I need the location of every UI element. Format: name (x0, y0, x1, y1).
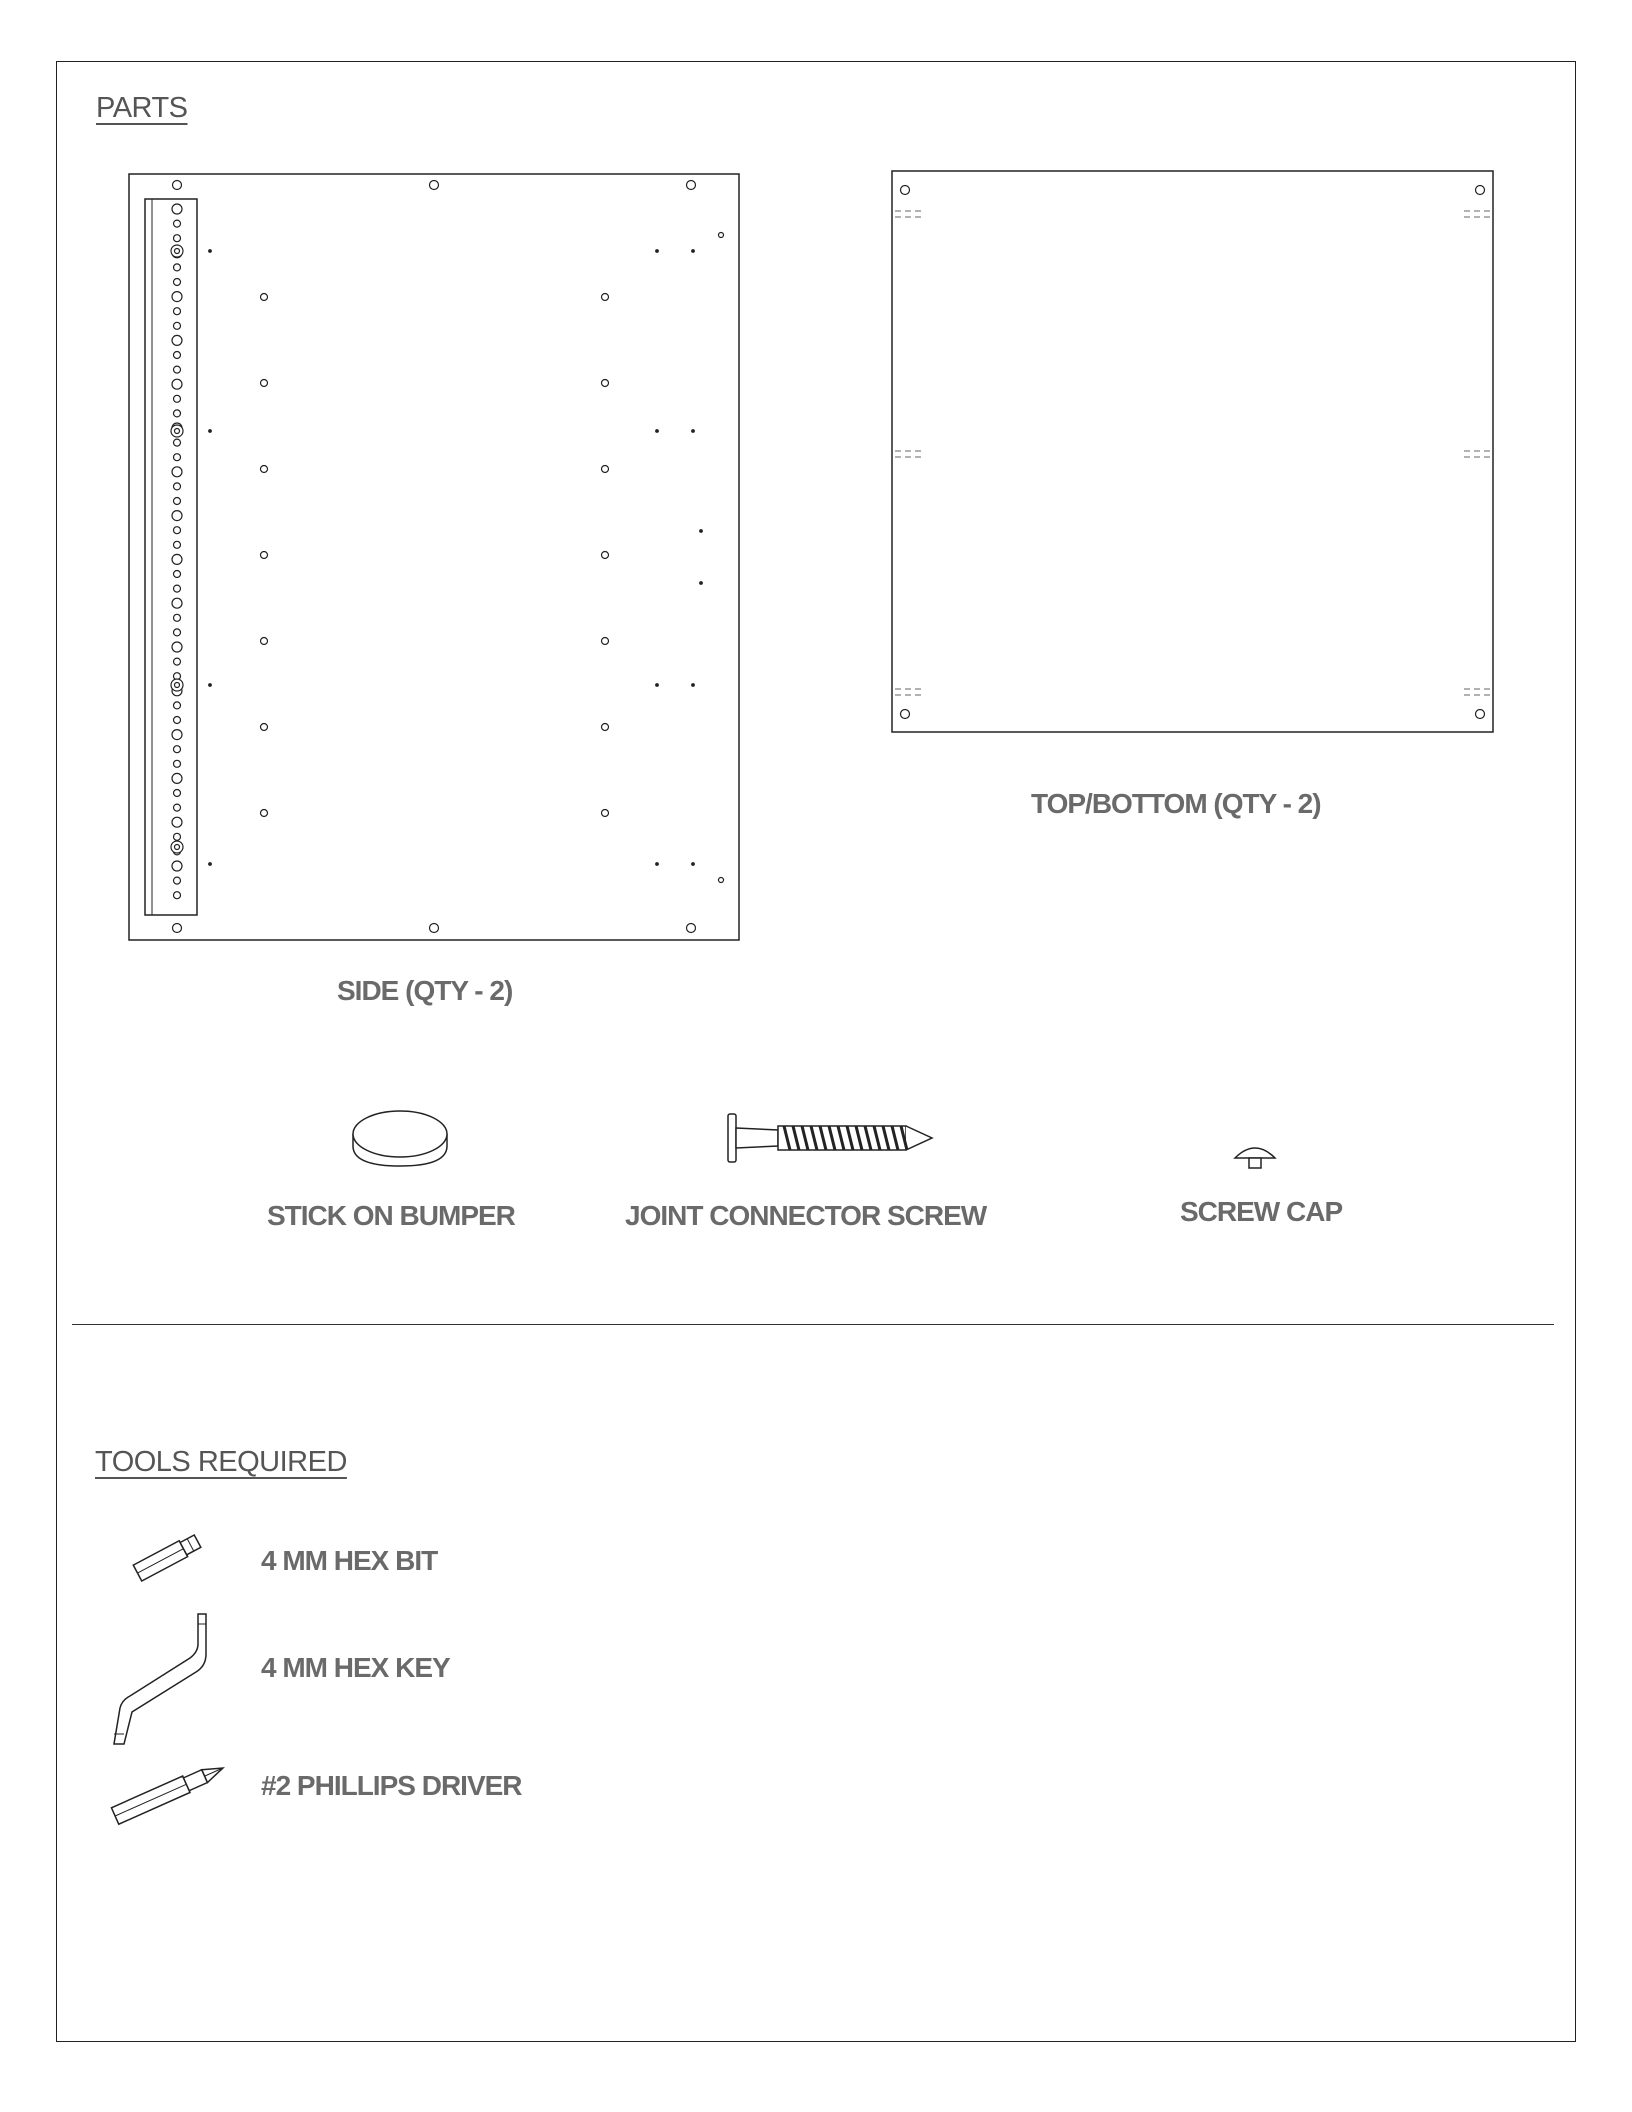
screw-cap-icon (1233, 1142, 1277, 1170)
shelf-pin-hole (174, 541, 181, 548)
connector-bore-hidden-line (895, 211, 921, 217)
side-panel-drawing (128, 173, 740, 941)
top-bottom-panel-drawing (891, 170, 1494, 733)
panel-hole (901, 710, 910, 719)
panel-hole (602, 294, 609, 301)
shelf-pin-hole (174, 790, 181, 797)
shelf-pin-hole (174, 614, 181, 621)
shelf-pin-hole (172, 730, 182, 740)
shelf-pin-hole (174, 366, 181, 373)
shelf-pin-hole (174, 498, 181, 505)
screw-cap-label: SCREW CAP (1180, 1196, 1343, 1227)
cam-hole (175, 429, 180, 434)
panel-hole (430, 924, 439, 933)
panel-hole (1476, 186, 1485, 195)
shelf-pin-hole (174, 410, 181, 417)
pilot-dot (656, 863, 659, 866)
shelf-pin-hole (174, 483, 181, 490)
panel-hole (687, 181, 696, 190)
shelf-pin-hole (174, 264, 181, 271)
connector-bore-hidden-line (1464, 689, 1490, 695)
hex-bit-icon (126, 1530, 210, 1586)
shelf-pin-hole (172, 817, 182, 827)
panel-hole (602, 466, 609, 473)
shelf-pin-hole (174, 804, 181, 811)
shelf-pin-hole (172, 335, 182, 345)
panel-hole (261, 552, 268, 559)
shelf-pin-hole (172, 598, 182, 608)
side-panel-label: SIDE (QTY - 2) (337, 975, 513, 1006)
panel-hole (261, 810, 268, 817)
panel-hole (261, 294, 268, 301)
joint-connector-screw-label: JOINT CONNECTOR SCREW (625, 1200, 987, 1231)
pilot-dot (209, 684, 212, 687)
panel-hole (602, 552, 609, 559)
panel-hole (261, 380, 268, 387)
pilot-dot (692, 684, 695, 687)
shelf-pin-hole (174, 702, 181, 709)
shelf-pin-hole (172, 379, 182, 389)
shelf-pin-hole (172, 204, 182, 214)
connector-bore-hidden-line (1464, 451, 1490, 457)
pilot-dot (700, 530, 703, 533)
shelf-pin-hole (172, 642, 182, 652)
panel-hole (430, 181, 439, 190)
panel-hole (719, 878, 724, 883)
shelf-pin-hole (172, 511, 182, 521)
pilot-dot (209, 430, 212, 433)
pilot-dot (656, 250, 659, 253)
shelf-pin-hole (174, 833, 181, 840)
panel-hole (719, 233, 724, 238)
shelf-pin-hole (174, 527, 181, 534)
panel-hole (602, 380, 609, 387)
shelf-pin-hole (174, 892, 181, 899)
shelf-pin-hole (174, 585, 181, 592)
pilot-dot (700, 582, 703, 585)
shelf-pin-hole (174, 717, 181, 724)
cam-hole (175, 683, 180, 688)
shelf-pin-hole (174, 235, 181, 242)
pilot-dot (656, 684, 659, 687)
shelf-pin-hole (174, 322, 181, 329)
bumper-icon (350, 1104, 450, 1172)
hex-key-icon (102, 1610, 212, 1750)
connector-bore-hidden-line (895, 451, 921, 457)
pilot-dot (656, 430, 659, 433)
shelf-pin-hole (174, 279, 181, 286)
shelf-pin-hole (172, 861, 182, 871)
shelf-pin-hole (172, 292, 182, 302)
tool-label: #2 PHILLIPS DRIVER (261, 1770, 522, 1801)
top-bottom-panel-label: TOP/BOTTOM (QTY - 2) (1031, 788, 1321, 819)
connector-bore-hidden-line (1464, 211, 1490, 217)
panel-hole (602, 724, 609, 731)
shelf-pin-hole (174, 746, 181, 753)
shelf-pin-hole (174, 395, 181, 402)
panel-hole (261, 466, 268, 473)
panel-hole (602, 810, 609, 817)
panel-hole (261, 638, 268, 645)
shelf-pin-hole (174, 352, 181, 359)
pilot-dot (209, 250, 212, 253)
panel-hole (602, 638, 609, 645)
panel-hole (261, 724, 268, 731)
shelf-pin-hole (174, 308, 181, 315)
shelf-pin-hole (174, 571, 181, 578)
phillips-driver-icon (104, 1760, 234, 1824)
parts-heading: PARTS (96, 92, 188, 124)
shelf-pin-hole (174, 220, 181, 227)
cam-hole (175, 249, 180, 254)
pilot-dot (692, 250, 695, 253)
panel-hole (901, 186, 910, 195)
shelf-pin-hole (172, 467, 182, 477)
shelf-pin-hole (174, 877, 181, 884)
bumper-label: STICK ON BUMPER (267, 1200, 515, 1231)
panel-hole (687, 924, 696, 933)
shelf-pin-hole (174, 760, 181, 767)
panel-hole (173, 924, 182, 933)
shelf-pin-hole (172, 554, 182, 564)
shelf-pin-hole (174, 454, 181, 461)
shelf-pin-hole (174, 629, 181, 636)
tool-label: 4 MM HEX BIT (261, 1545, 438, 1576)
tool-label: 4 MM HEX KEY (261, 1652, 450, 1683)
cam-hole (175, 845, 180, 850)
tools-heading: TOOLS REQUIRED (95, 1446, 347, 1478)
panel-hole (173, 181, 182, 190)
pilot-dot (692, 430, 695, 433)
section-divider (72, 1324, 1554, 1325)
connector-bore-hidden-line (895, 689, 921, 695)
shelf-pin-hole (172, 773, 182, 783)
shelf-pin-hole (174, 658, 181, 665)
joint-connector-screw-icon (726, 1112, 936, 1164)
shelf-pin-hole (174, 439, 181, 446)
pilot-dot (209, 863, 212, 866)
panel-hole (1476, 710, 1485, 719)
pilot-dot (692, 863, 695, 866)
